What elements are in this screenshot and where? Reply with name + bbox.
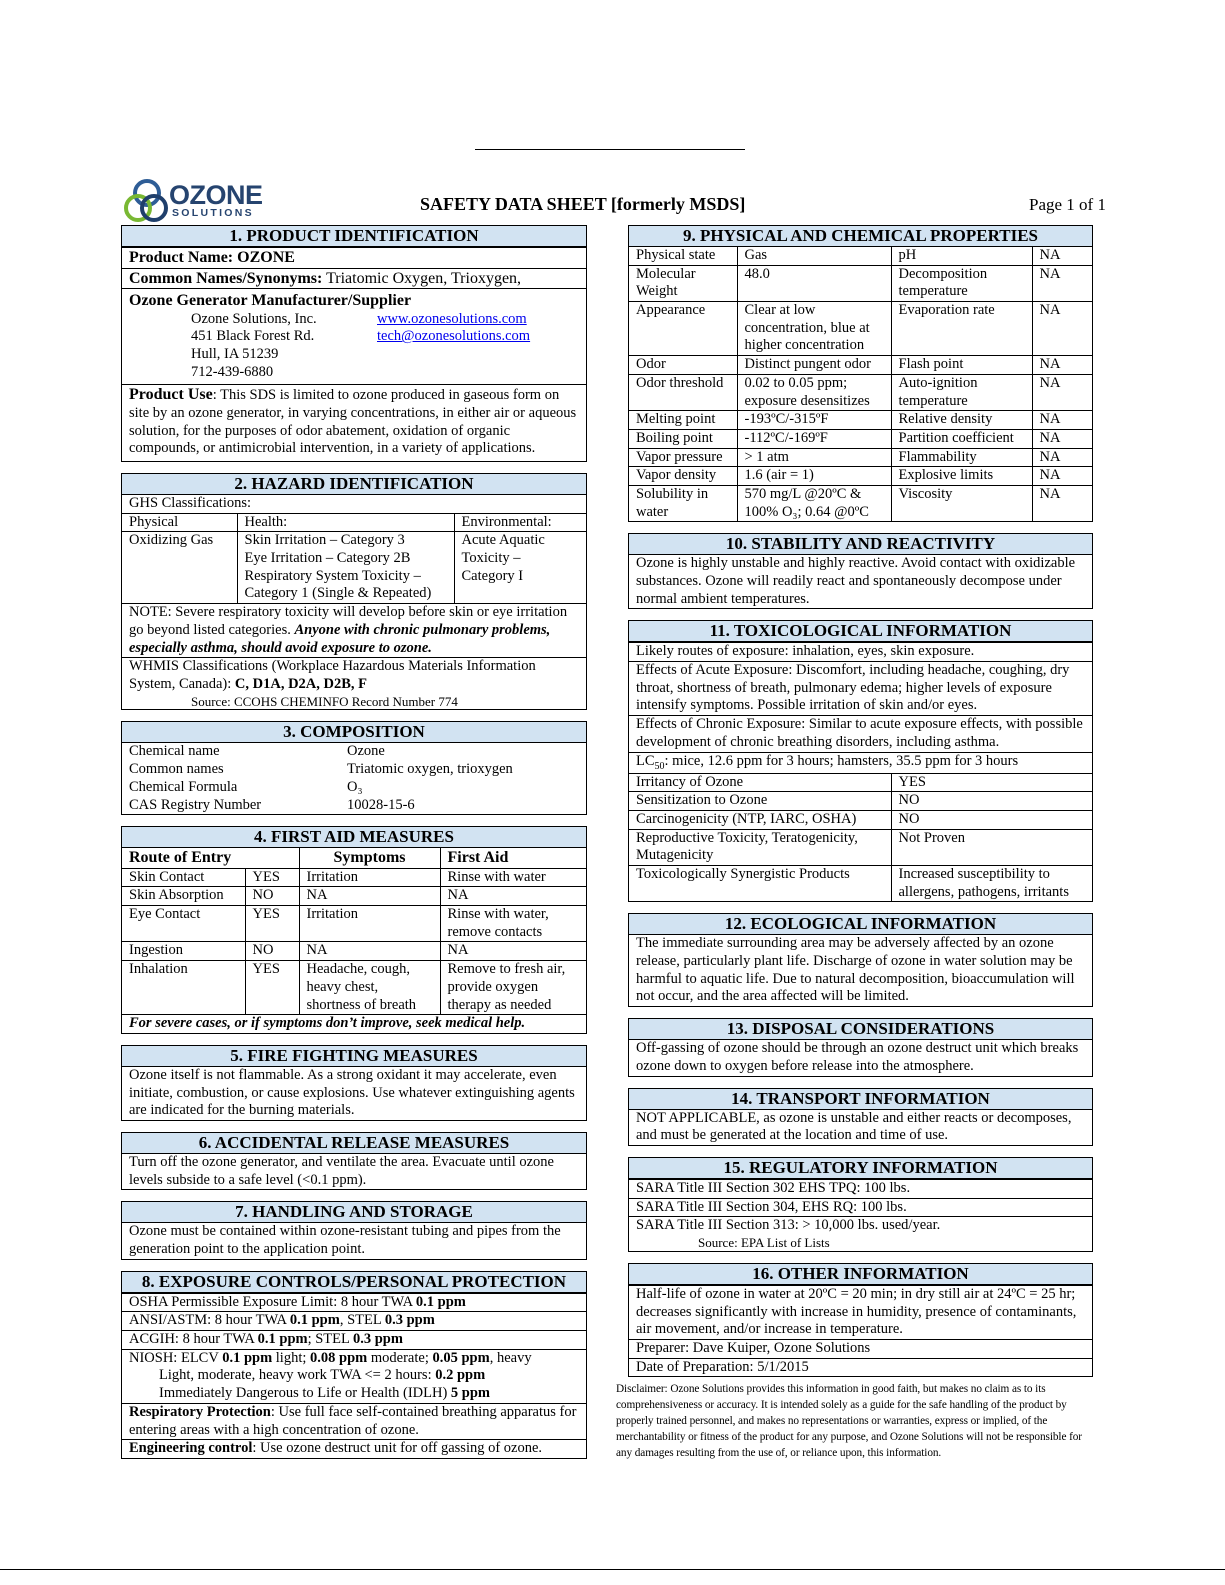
present: YES — [245, 961, 299, 1015]
first-aid: NA — [440, 887, 586, 906]
ghs-table — [122, 513, 586, 603]
table-row — [629, 448, 1092, 467]
section-title: 11. TOXICOLOGICAL INFORMATION — [629, 621, 1092, 642]
section-title: 1. PRODUCT IDENTIFICATION — [122, 226, 586, 247]
preparation-date: Date of Preparation: 5/1/2015 — [629, 1358, 1092, 1377]
route: Inhalation — [122, 961, 245, 1015]
website-link[interactable]: www.ozonesolutions.com — [377, 310, 527, 327]
osha-row — [122, 1293, 586, 1312]
company-logo — [122, 177, 272, 227]
lc-label: LC — [636, 752, 655, 769]
respiratory-text: : Use full face self-contained breathing apparatus for entering areas with a high concentration of ozone. — [129, 1403, 577, 1438]
bottom-rule — [0, 1569, 1225, 1570]
property-value: -193ºC/-315ºF — [737, 411, 891, 430]
first-aid-footer: For severe cases, or if symptoms don’t improve, seek medical help. — [122, 1014, 586, 1033]
table-row — [629, 356, 1092, 375]
property-label: Flammability — [891, 448, 1032, 467]
tox-label: Sensitization to Ozone — [629, 792, 891, 811]
composition-label: Chemical Formula — [129, 778, 238, 795]
property-label: Solubility in water — [629, 485, 737, 521]
section-title: 9. PHYSICAL AND CHEMICAL PROPERTIES — [629, 226, 1092, 247]
tox-value: YES — [891, 773, 1092, 792]
tox-label: Toxicologically Synergistic Products — [629, 866, 891, 902]
section-ecological — [628, 913, 1093, 1007]
section-handling-storage — [121, 1201, 587, 1259]
disclaimer: Disclaimer: Ozone Solutions provides this information in good faith, but makes no claim as to its comprehensiveness or accuracy. It is intended solely as a guide for the safe handling of the product by properly trained personnel, and makes no representations or warranties, express or implied, of the merchantability or fitness of the product for any purpose, and Ozone Solutions will not be responsible for any damages resulting from the use of, or reliance upon, this information. — [616, 1383, 1082, 1460]
route: Skin Contact — [122, 868, 245, 887]
common-names-label: Common Names/Synonyms: — [129, 269, 323, 287]
properties-table — [629, 247, 1092, 521]
table-row — [629, 429, 1092, 448]
section-title: 15. REGULATORY INFORMATION — [629, 1158, 1092, 1179]
left-column — [121, 225, 587, 1470]
section-title: 3. COMPOSITION — [122, 722, 586, 743]
property-label: Auto-ignition temperature — [891, 374, 1032, 410]
product-name-label: Product Name: — [129, 249, 234, 266]
note-text: NOTE: Severe respiratory toxicity will develop before skin or eye irritation go beyond listed categories. — [129, 604, 568, 638]
acgih-value: 0.1 ppm — [257, 1331, 308, 1348]
property-value: 570 mg/L @20ºC & 100% O₃; 0.64 @0ºC — [737, 485, 891, 521]
niosh-text: Light, moderate, heavy work TWA <= 2 hours: — [159, 1367, 436, 1384]
stability-text: Ozone is highly unstable and highly reactive. Avoid contact with oxidizable substances. Ozone will readily react and spontaneously decompose under normal ambient temperatures. — [636, 555, 1076, 607]
exposure-routes: Likely routes of exposure: inhalation, eyes, skin exposure. — [629, 642, 1092, 661]
section-title: 13. DISPOSAL CONSIDERATIONS — [629, 1019, 1092, 1040]
present: YES — [245, 906, 299, 942]
property-value: -112ºC/-169ºF — [737, 429, 891, 448]
ghs-label: GHS Classifications: — [129, 495, 252, 512]
section-physical-chemical — [628, 225, 1093, 522]
route-header: Route of Entry — [122, 848, 299, 868]
ghs-physical-header: Physical — [122, 513, 237, 532]
hazard-note — [122, 603, 586, 657]
section-exposure-controls — [121, 1271, 587, 1459]
regulatory-item: SARA Title III Section 304, EHS RQ: 100 lbs. — [629, 1198, 1092, 1217]
composition-label: Common names — [129, 761, 224, 778]
section-title: 14. TRANSPORT INFORMATION — [629, 1089, 1092, 1110]
table-row — [122, 961, 586, 1015]
section-title: 7. HANDLING AND STORAGE — [122, 1202, 586, 1223]
chronic-effects: Effects of Chronic Exposure: Similar to acute exposure effects, with possible development of chronic breathing disorders, including asthma. — [629, 715, 1092, 751]
acgih-text: ; STEL — [307, 1331, 353, 1348]
section-stability-reactivity — [628, 533, 1093, 609]
company-phone: 712-439-6880 — [191, 363, 274, 380]
whmis-source: Source: CCOHS CHEMINFO Record Number 774 — [191, 693, 458, 709]
table-row — [629, 467, 1092, 486]
composition-value: Ozone — [347, 743, 385, 760]
symptoms: NA — [299, 887, 440, 906]
preparer: Preparer: Dave Kuiper, Ozone Solutions — [629, 1339, 1092, 1358]
property-label: Decomposition temperature — [891, 265, 1032, 301]
table-row — [629, 485, 1092, 521]
whmis-text: WHMIS Classifications (Workplace Hazardous Materials Information System, Canada): — [129, 658, 536, 692]
section-toxicological — [628, 620, 1093, 902]
regulatory-item-text: SARA Title III Section 313: > 10,000 lbs. used/year. — [636, 1217, 941, 1234]
property-label: Odor threshold — [629, 374, 737, 410]
property-value: NA — [1032, 448, 1092, 467]
property-value: NA — [1032, 247, 1092, 265]
document-title: SAFETY DATA SHEET [formerly MSDS] — [420, 194, 746, 214]
ansi-value: 0.3 ppm — [384, 1312, 435, 1329]
top-rule — [475, 149, 745, 150]
email-link[interactable]: tech@ozonesolutions.com — [377, 328, 531, 345]
property-label: Molecular Weight — [629, 265, 737, 301]
ghs-health-values — [237, 532, 454, 603]
property-value: NA — [1032, 302, 1092, 356]
fire-fighting-text: Ozone itself is not flammable. As a strong oxidant it may accelerate, even initiate, combustion, or cause explosions. Use whatever extinguishing agents are indicated for the burning materials. — [129, 1066, 575, 1119]
property-label: pH — [891, 247, 1032, 265]
product-name-row — [122, 247, 586, 268]
route: Eye Contact — [122, 906, 245, 942]
ansi-value: 0.1 ppm — [289, 1312, 340, 1329]
section-title: 16. OTHER INFORMATION — [629, 1264, 1092, 1285]
property-label: Vapor density — [629, 467, 737, 486]
table-row — [629, 810, 1092, 829]
tox-value: Not Proven — [891, 829, 1092, 865]
env-class: Acute Aquatic — [461, 532, 545, 549]
composition-label: Chemical name — [129, 743, 220, 760]
table-row — [122, 797, 586, 815]
whmis-classes: C, D1A, D2A, D2B, F — [234, 675, 368, 692]
respiratory-row — [122, 1403, 586, 1439]
product-name-value: OZONE — [237, 249, 295, 266]
health-class: Skin Irritation – Category 3 — [244, 532, 405, 549]
symptoms: Headache, cough, heavy chest, shortness of breath — [299, 961, 440, 1015]
half-life-text: Half-life of ozone in water at 20ºC = 20 min; in dry still air at 24ºC = 25 hr; decreases significantly with increase in humidity, presence of contaminants, air movement, and/or increase in temperature. — [629, 1285, 1092, 1339]
table-row — [629, 829, 1092, 865]
property-label: Boiling point — [629, 429, 737, 448]
section-disposal — [628, 1018, 1093, 1076]
tox-label: Irritancy of Ozone — [629, 773, 891, 792]
property-label: Evaporation rate — [891, 302, 1032, 356]
accidental-release-text: Turn off the ozone generator, and ventilate the area. Evacuate until ozone levels subside to a safe level (<0.1 ppm). — [129, 1153, 554, 1188]
property-label: Physical state — [629, 247, 737, 265]
property-value: NA — [1032, 374, 1092, 410]
present: NO — [245, 942, 299, 961]
acgih-row — [122, 1330, 586, 1349]
company-name: Ozone Solutions, Inc. — [191, 310, 317, 327]
property-label: Explosive limits — [891, 467, 1032, 486]
symptoms: NA — [299, 942, 440, 961]
env-class: Category I — [461, 567, 524, 584]
ghs-env-header: Environmental: — [454, 513, 586, 532]
property-value: 48.0 — [737, 265, 891, 301]
tox-label: Carcinogenicity (NTP, IARC, OSHA) — [629, 810, 891, 829]
niosh-value: 0.08 ppm — [310, 1349, 368, 1366]
table-row — [122, 887, 586, 906]
property-value: NA — [1032, 411, 1092, 430]
health-class: Eye Irritation – Category 2B — [244, 550, 411, 567]
section-hazard-identification — [121, 473, 587, 710]
table-row — [629, 374, 1092, 410]
niosh-text: light; — [272, 1349, 311, 1366]
niosh-text: Immediately Dangerous to Life or Health (IDLH) — [159, 1385, 451, 1402]
ansi-text: , STEL — [339, 1312, 385, 1329]
property-value: NA — [1032, 485, 1092, 521]
section-transport — [628, 1088, 1093, 1146]
lc-subscript: 50 — [654, 760, 665, 772]
section-title: 10. STABILITY AND REACTIVITY — [629, 534, 1092, 555]
niosh-row — [122, 1349, 586, 1403]
property-label: Melting point — [629, 411, 737, 430]
composition-label: CAS Registry Number — [129, 796, 262, 813]
respiratory-label: Respiratory Protection — [129, 1403, 271, 1420]
acgih-value: 0.3 ppm — [352, 1331, 403, 1348]
present: NO — [245, 887, 299, 906]
table-row — [122, 868, 586, 887]
ansi-text: ANSI/ASTM: 8 hour TWA — [129, 1312, 290, 1329]
composition-table — [122, 743, 586, 814]
table-row — [122, 779, 586, 797]
first-aid: Rinse with water, remove contacts — [440, 906, 586, 942]
property-label: Vapor pressure — [629, 448, 737, 467]
section-title: 8. EXPOSURE CONTROLS/PERSONAL PROTECTION — [122, 1272, 586, 1293]
first-aid: Remove to fresh air, provide oxygen therapy as needed — [440, 961, 586, 1015]
section-fire-fighting — [121, 1045, 587, 1121]
handling-text: Ozone must be contained within ozone-resistant tubing and pipes from the generation point to the application point. — [129, 1223, 561, 1258]
osha-value: 0.1 ppm — [415, 1293, 466, 1310]
table-row — [629, 792, 1092, 811]
first-aid: NA — [440, 942, 586, 961]
table-row — [122, 906, 586, 942]
engineering-text: : Use ozone destruct unit for off gassing of ozone. — [252, 1440, 543, 1457]
lc50-row — [629, 752, 1092, 773]
table-row — [629, 866, 1092, 902]
transport-text: NOT APPLICABLE, as ozone is unstable and either reacts or decomposes, and must be generated at the location and time of use. — [636, 1109, 1072, 1144]
table-row — [629, 302, 1092, 356]
symptoms-header: Symptoms — [299, 848, 440, 868]
route: Ingestion — [122, 942, 245, 961]
niosh-value: 0.1 ppm — [222, 1349, 273, 1366]
tox-value: NO — [891, 810, 1092, 829]
product-use-text: : This SDS is limited to ozone produced in gaseous form on site by an ozone generator, in varying concentrations, in either air or aqueous solution, for the purposes of odor abatement, oxidation of organic compounds, or antimicrobial intervention, in a variety of applications. — [129, 387, 577, 457]
property-value: > 1 atm — [737, 448, 891, 467]
property-value: Clear at low concentration, blue at higher concentration — [737, 302, 891, 356]
property-label: Relative density — [891, 411, 1032, 430]
ecological-text: The immediate surrounding area may be adversely affected by an ozone release, particularly plant life. Discharge of ozone in water solution may be harmful to aquatic life. Due to natural decomposition, bioaccumulation will not occur, and the area affected will be limited. — [636, 935, 1075, 1005]
niosh-value: 5 ppm — [450, 1385, 491, 1402]
section-title: 6. ACCIDENTAL RELEASE MEASURES — [122, 1133, 586, 1154]
section-composition — [121, 721, 587, 815]
ghs-health-header: Health: — [237, 513, 454, 532]
section-regulatory — [628, 1157, 1093, 1252]
property-value: NA — [1032, 429, 1092, 448]
table-row — [629, 247, 1092, 265]
company-city: Hull, IA 51239 — [191, 345, 279, 362]
table-row — [122, 743, 586, 761]
property-value: Distinct pungent odor — [737, 356, 891, 375]
tox-value: NO — [891, 792, 1092, 811]
niosh-value: 0.05 ppm — [432, 1349, 490, 1366]
logo-brand: OZONE — [169, 180, 263, 210]
table-row — [629, 773, 1092, 792]
property-value: NA — [1032, 265, 1092, 301]
ghs-env-values — [454, 532, 586, 603]
disposal-text: Off-gassing of ozone should be through an ozone destruct unit which breaks ozone down to oxygen before release into the atmosphere. — [636, 1040, 1079, 1074]
logo-subtitle: SOLUTIONS — [172, 207, 254, 219]
acgih-text: ACGIH: 8 hour TWA — [129, 1331, 258, 1348]
present: YES — [245, 868, 299, 887]
first-aid-header: First Aid — [440, 848, 586, 868]
first-aid-table — [122, 848, 586, 1014]
table-row — [122, 942, 586, 961]
niosh-value: 0.2 ppm — [435, 1367, 486, 1384]
regulatory-item — [629, 1216, 1092, 1251]
property-label: Flash point — [891, 356, 1032, 375]
osha-text: OSHA Permissible Exposure Limit: 8 hour TWA — [129, 1293, 416, 1310]
product-use-label: Product Use — [129, 386, 213, 404]
engineering-label: Engineering control — [129, 1440, 253, 1457]
table-header-row — [122, 848, 586, 868]
table-row — [629, 265, 1092, 301]
section-accidental-release — [121, 1132, 587, 1190]
section-product-identification — [121, 225, 587, 462]
regulatory-item: SARA Title III Section 302 EHS TPQ: 100 lbs. — [629, 1179, 1092, 1198]
niosh-text: , heavy — [489, 1349, 532, 1366]
first-aid: Rinse with water — [440, 868, 586, 887]
section-other-information — [628, 1263, 1093, 1377]
route: Skin Absorption — [122, 887, 245, 906]
section-title: 2. HAZARD IDENTIFICATION — [122, 474, 586, 495]
section-first-aid — [121, 826, 587, 1034]
common-names-row — [122, 268, 586, 289]
lc-text: : mice, 12.6 ppm for 3 hours; hamsters, 35.5 ppm for 3 hours — [664, 752, 1019, 769]
whmis-row — [122, 657, 586, 709]
right-column — [616, 225, 1093, 1461]
note-emphasis: Anyone with chronic pulmonary problems, especially asthma, should avoid exposure to ozone. — [129, 621, 551, 656]
table-row — [122, 761, 586, 779]
symptoms: Irritation — [299, 906, 440, 942]
health-class: Respiratory System Toxicity – — [244, 567, 421, 584]
property-value: 0.02 to 0.05 ppm; exposure desensitizes — [737, 374, 891, 410]
property-value: 1.6 (air = 1) — [737, 467, 891, 486]
property-value: Gas — [737, 247, 891, 265]
property-label: Viscosity — [891, 485, 1032, 521]
acute-effects: Effects of Acute Exposure: Discomfort, including headache, coughing, dry throat, shortness of breath, pulmonary edema; higher levels of exposure intensify symptoms. Possible irritation of skin and/or eyes. — [629, 661, 1092, 715]
composition-value: O₃ — [347, 778, 363, 795]
logo-rings-icon — [122, 177, 172, 227]
composition-value: 10028-15-6 — [347, 796, 415, 813]
property-label: Odor — [629, 356, 737, 375]
manufacturer-label: Ozone Generator Manufacturer/Supplier — [129, 292, 412, 310]
manufacturer-block — [122, 288, 586, 384]
symptoms: Irritation — [299, 868, 440, 887]
property-label: Partition coefficient — [891, 429, 1032, 448]
ghs-physical-value: Oxidizing Gas — [122, 532, 237, 603]
section-title: 5. FIRE FIGHTING MEASURES — [122, 1046, 586, 1067]
tox-label: Reproductive Toxicity, Teratogenicity, Mutagenicity — [629, 829, 891, 865]
engineering-row — [122, 1439, 586, 1458]
env-class: Toxicity – — [461, 550, 521, 567]
section-title: 12. ECOLOGICAL INFORMATION — [629, 914, 1092, 935]
ansi-row — [122, 1311, 586, 1330]
health-class: Category 1 (Single & Repeated) — [244, 585, 432, 602]
niosh-text: NIOSH: ELCV — [129, 1349, 223, 1366]
property-label: Appearance — [629, 302, 737, 356]
section-title: 4. FIRST AID MEASURES — [122, 827, 586, 848]
tox-value: Increased susceptibility to allergens, pathogens, irritants — [891, 866, 1092, 902]
table-row — [629, 411, 1092, 430]
common-names-value: Triatomic Oxygen, Trioxygen, — [326, 269, 522, 287]
niosh-text: moderate; — [367, 1349, 433, 1366]
regulatory-source: Source: EPA List of Lists — [698, 1234, 830, 1250]
toxicology-table — [629, 773, 1092, 902]
composition-value: Triatomic oxygen, trioxygen — [347, 761, 513, 778]
company-address: 451 Black Forest Rd. — [191, 328, 315, 345]
property-value: NA — [1032, 467, 1092, 486]
page-number: Page 1 of 1 — [1029, 195, 1106, 214]
property-value: NA — [1032, 356, 1092, 375]
product-use-row — [122, 384, 586, 461]
